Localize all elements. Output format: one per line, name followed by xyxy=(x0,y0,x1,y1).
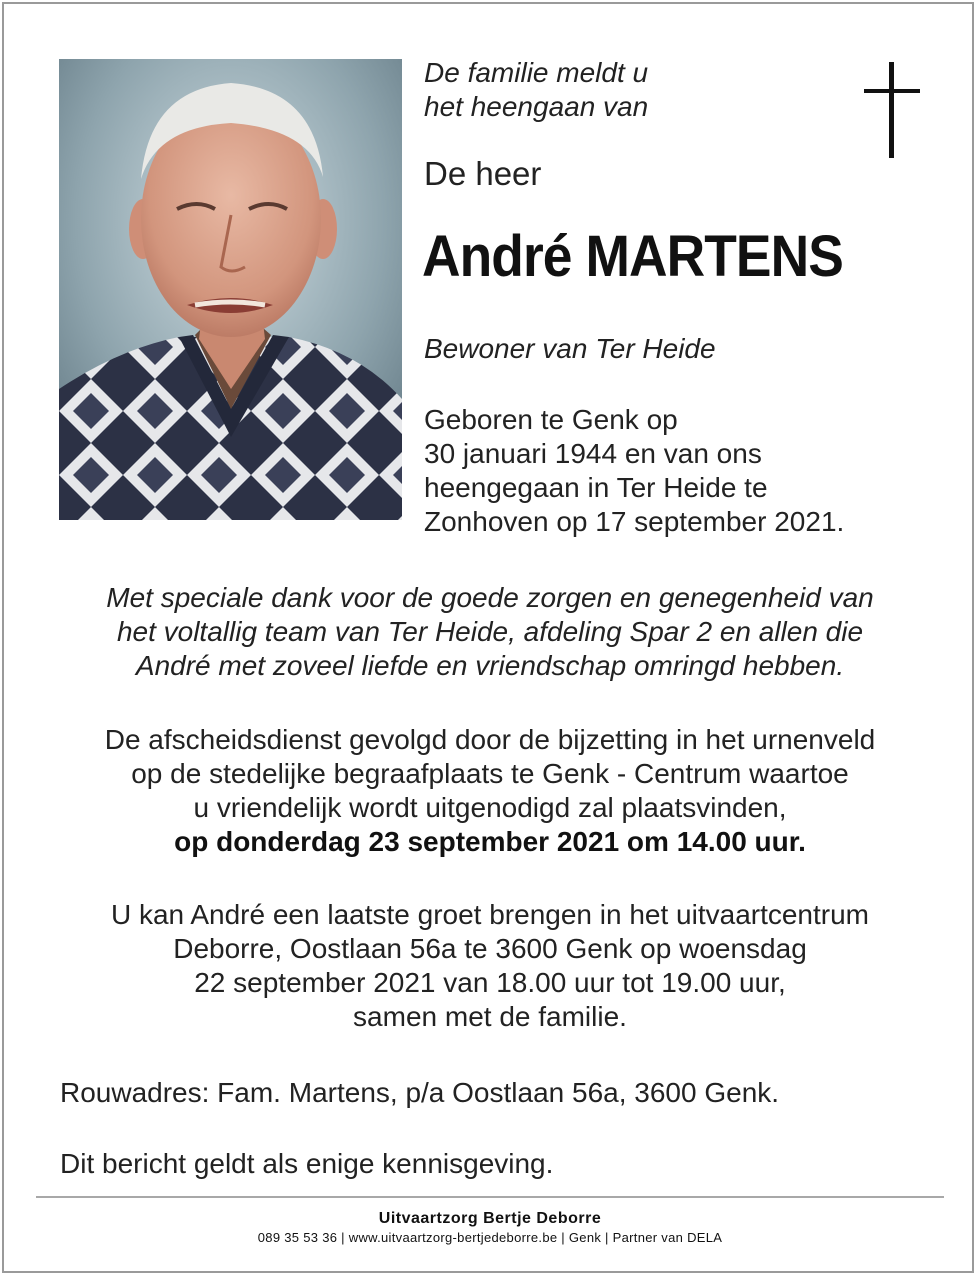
birth-line: 30 januari 1944 en van ons xyxy=(424,438,762,469)
intro-line: het heengaan van xyxy=(424,91,649,122)
notice-text: Dit bericht geldt als enige kennisgeving. xyxy=(60,1148,554,1179)
deceased-name: André MARTENS xyxy=(422,224,843,289)
service-line: De afscheidsdienst gevolgd door de bijzetting in het urnenveld xyxy=(104,724,876,755)
service-line: op de stedelijke begraafplaats te Genk - Centrum waartoe xyxy=(131,758,849,789)
visit-line: 22 september 2021 van 18.00 uur tot 19.00 uur, xyxy=(194,967,786,998)
birth-line: heengegaan in Ter Heide te xyxy=(424,472,768,503)
intro-text xyxy=(424,56,844,124)
thanks-paragraph xyxy=(40,581,940,683)
visit-line: U kan André een laatste groet brengen in het uitvaartcentrum xyxy=(110,899,870,930)
cross-vertical-bar xyxy=(889,62,894,158)
portrait-photo xyxy=(59,59,402,520)
visit-line: samen met de familie. xyxy=(353,1001,627,1032)
visit-line: Deborre, Oostlaan 56a te 3600 Genk op woensdag xyxy=(173,933,807,964)
footer-divider xyxy=(36,1196,944,1198)
title-prefix: De heer xyxy=(424,155,542,192)
visit-paragraph xyxy=(40,898,940,1034)
cross-horizontal-bar xyxy=(864,89,920,93)
cross-icon xyxy=(864,62,920,158)
service-date: op donderdag 23 september 2021 om 14.00 uur. xyxy=(174,826,806,857)
mourning-address: Rouwadres: Fam. Martens, p/a Oostlaan 56a, 3600 Genk. xyxy=(60,1077,780,1108)
funeral-company-contact: 089 35 53 36 | www.uitvaartzorg-bertjedeborre.be | Genk | Partner van DELA xyxy=(257,1230,723,1245)
thanks-line: het voltallig team van Ter Heide, afdeling Spar 2 en allen die xyxy=(116,616,864,647)
service-paragraph xyxy=(40,723,940,859)
resident-info: Bewoner van Ter Heide xyxy=(424,333,716,364)
thanks-line: André met zoveel liefde en vriendschap omringd hebben. xyxy=(135,650,845,681)
birth-line: Zonhoven op 17 september 2021. xyxy=(424,506,845,537)
service-line: u vriendelijk wordt uitgenodigd zal plaatsvinden, xyxy=(193,792,787,823)
intro-line: De familie meldt u xyxy=(424,57,649,88)
thanks-line: Met speciale dank voor de goede zorgen en genegenheid van xyxy=(106,582,874,613)
funeral-company-name: Uitvaartzorg Bertje Deborre xyxy=(378,1210,602,1227)
birth-line: Geboren te Genk op xyxy=(424,404,678,435)
birth-death-info xyxy=(424,403,844,539)
